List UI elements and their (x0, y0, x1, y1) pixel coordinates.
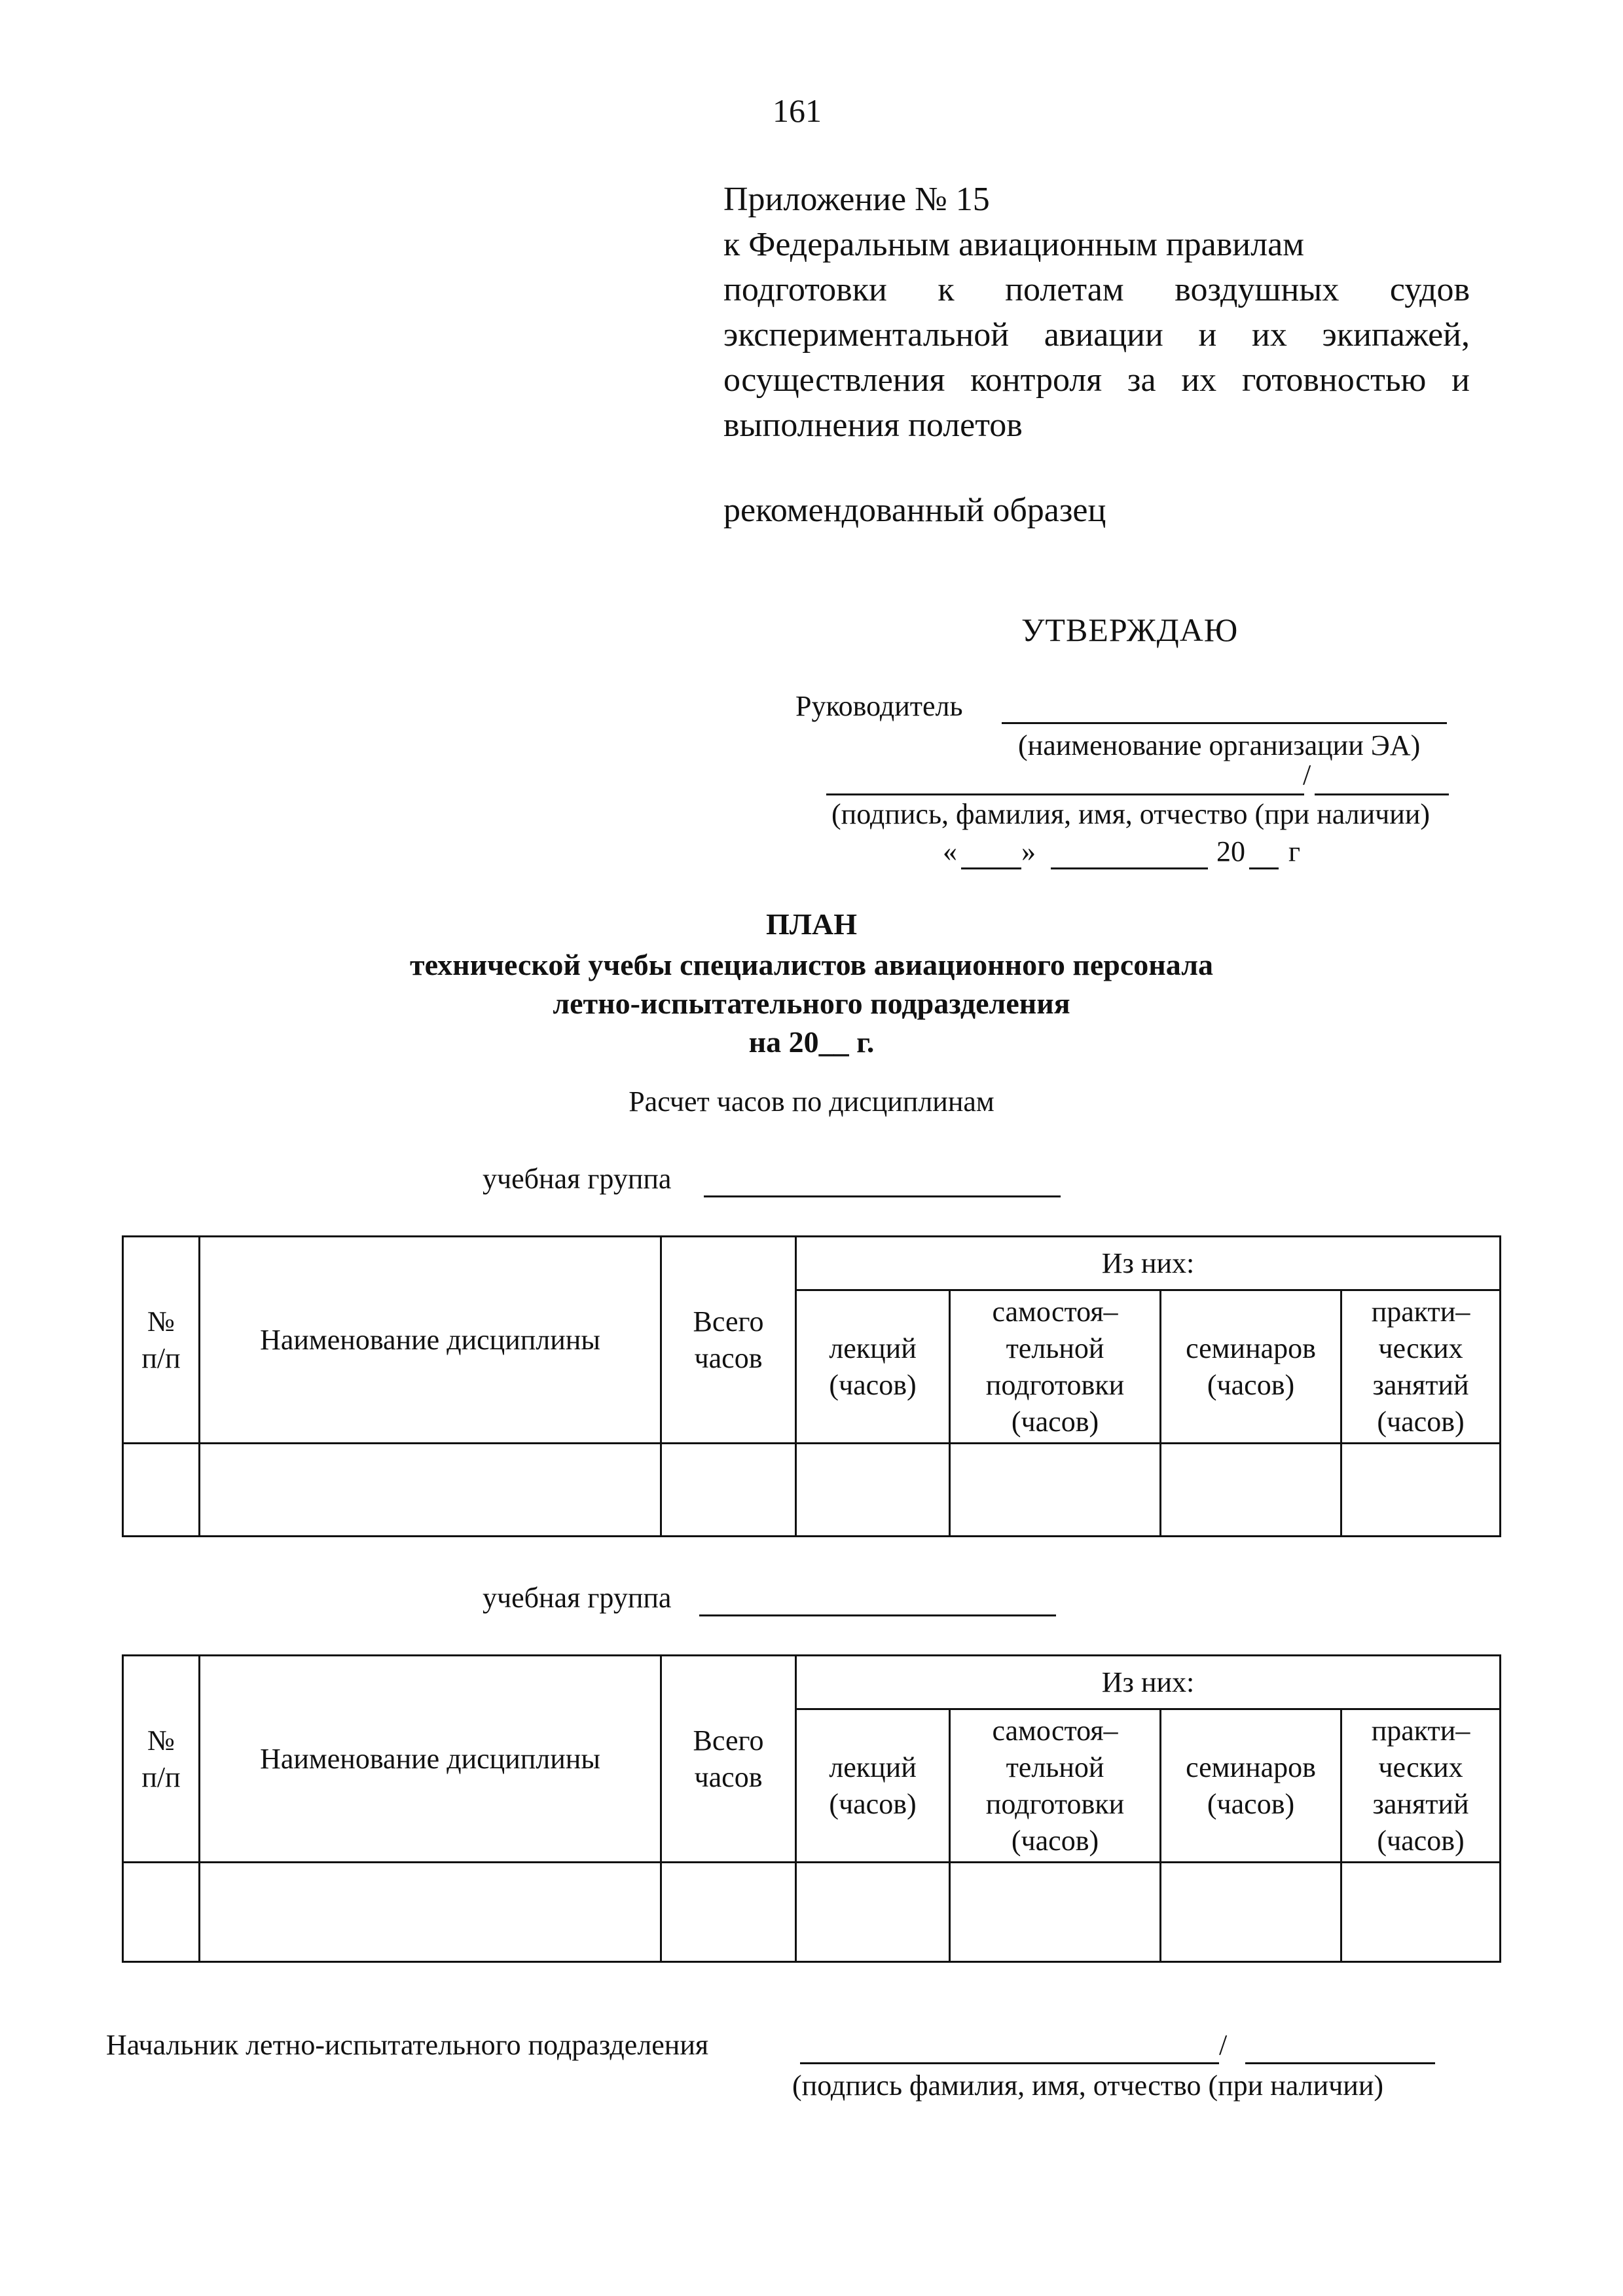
organization-caption: (наименование организации ЭА) (1018, 729, 1421, 761)
study-group-label: учебная группа (483, 1163, 672, 1195)
header-num: № п/п (123, 1656, 200, 1863)
cell-num[interactable] (123, 1863, 200, 1962)
header-of-them: Из них: (796, 1656, 1501, 1709)
table-row (123, 1444, 1501, 1537)
plan-subtitle-line: технической учебы специалистов авиационного персонала (409, 948, 1214, 981)
cell-discipline-name[interactable] (200, 1863, 661, 1962)
cell-discipline-name[interactable] (200, 1444, 661, 1537)
appendix-line: подготовки к полетам воздушных судов (723, 271, 1470, 308)
study-group-field[interactable] (704, 1195, 1061, 1197)
cell-total-hours[interactable] (661, 1444, 796, 1537)
header-practical: практи– ческих занятий (часов) (1341, 1290, 1501, 1444)
plan-title: ПЛАН (765, 907, 858, 941)
cell-self-study[interactable] (950, 1863, 1161, 1962)
cell-num[interactable] (123, 1444, 200, 1537)
header-seminars: семинаров (часов) (1161, 1290, 1341, 1444)
chief-signature-field[interactable] (800, 2062, 1219, 2064)
chief-name-field[interactable] (1245, 2062, 1435, 2064)
hours-table (122, 1654, 1501, 1963)
appendix-line: Приложение № 15 (723, 181, 990, 218)
header-lectures: лекций (часов) (796, 1709, 950, 1863)
cell-total-hours[interactable] (661, 1863, 796, 1962)
header-total-hours: Всего часов (661, 1237, 796, 1444)
plan-subtitle-line: на 20__ г. (748, 1025, 875, 1059)
header-seminars: семинаров (часов) (1161, 1709, 1341, 1863)
head-label: Руководитель (795, 690, 963, 722)
appendix-block (723, 177, 1470, 448)
header-self-study: самостоя– тельной подготовки (часов) (950, 1709, 1161, 1863)
cell-practical[interactable] (1341, 1444, 1501, 1537)
cell-practical[interactable] (1341, 1863, 1501, 1962)
appendix-line: осуществления контроля за их готовностью и (723, 361, 1470, 399)
calc-label: Расчет часов по дисциплинам (629, 1085, 994, 1118)
cell-lectures[interactable] (796, 1863, 950, 1962)
study-group-field[interactable] (699, 1614, 1056, 1616)
organization-field[interactable] (1002, 722, 1447, 724)
header-practical: практи– ческих занятий (часов) (1341, 1709, 1501, 1863)
appendix-line: выполнения полетов (723, 407, 1023, 444)
cell-self-study[interactable] (950, 1444, 1161, 1537)
header-of-them: Из них: (796, 1237, 1501, 1290)
cell-seminars[interactable] (1161, 1444, 1341, 1537)
approval-heading: УТВЕРЖДАЮ (1021, 611, 1239, 648)
header-self-study: самостоя– тельной подготовки (часов) (950, 1290, 1161, 1444)
plan-subtitle-line: летно-испытательного подразделения (553, 987, 1070, 1020)
header-discipline-name: Наименование дисциплины (200, 1237, 661, 1444)
hours-table (122, 1235, 1501, 1537)
header-lectures: лекций (часов) (796, 1290, 950, 1444)
table-row (123, 1863, 1501, 1962)
appendix-line: экспериментальной авиации и их экипажей, (723, 316, 1470, 354)
date-day-field[interactable] (961, 867, 1021, 869)
cell-lectures[interactable] (796, 1444, 950, 1537)
date-year-suffix: г (1288, 835, 1301, 867)
sample-label: рекомендованный образец (723, 492, 1106, 529)
header-total-hours: Всего часов (661, 1656, 796, 1863)
chief-slash: / (1219, 2029, 1228, 2061)
page-number: 161 (773, 92, 822, 129)
name-field[interactable] (1315, 793, 1449, 795)
date-open-quote: « (943, 835, 957, 867)
chief-label: Начальник летно-испытательного подразделения (106, 2029, 709, 2061)
header-num: № п/п (123, 1237, 200, 1444)
signature-field[interactable] (826, 793, 1304, 795)
date-year-field[interactable] (1249, 867, 1279, 869)
chief-signature-caption: (подпись фамилия, имя, отчество (при наличии) (792, 2069, 1384, 2102)
cell-seminars[interactable] (1161, 1863, 1341, 1962)
signature-slash: / (1303, 759, 1311, 791)
date-year-prefix: 20 (1216, 835, 1245, 867)
header-discipline-name: Наименование дисциплины (200, 1656, 661, 1863)
appendix-line: к Федеральным авиационным правилам (723, 226, 1305, 263)
date-month-field[interactable] (1051, 867, 1208, 869)
study-group-label: учебная группа (483, 1582, 672, 1614)
signature-caption: (подпись, фамилия, имя, отчество (при наличии) (831, 798, 1431, 830)
date-close-quote: » (1021, 835, 1036, 867)
